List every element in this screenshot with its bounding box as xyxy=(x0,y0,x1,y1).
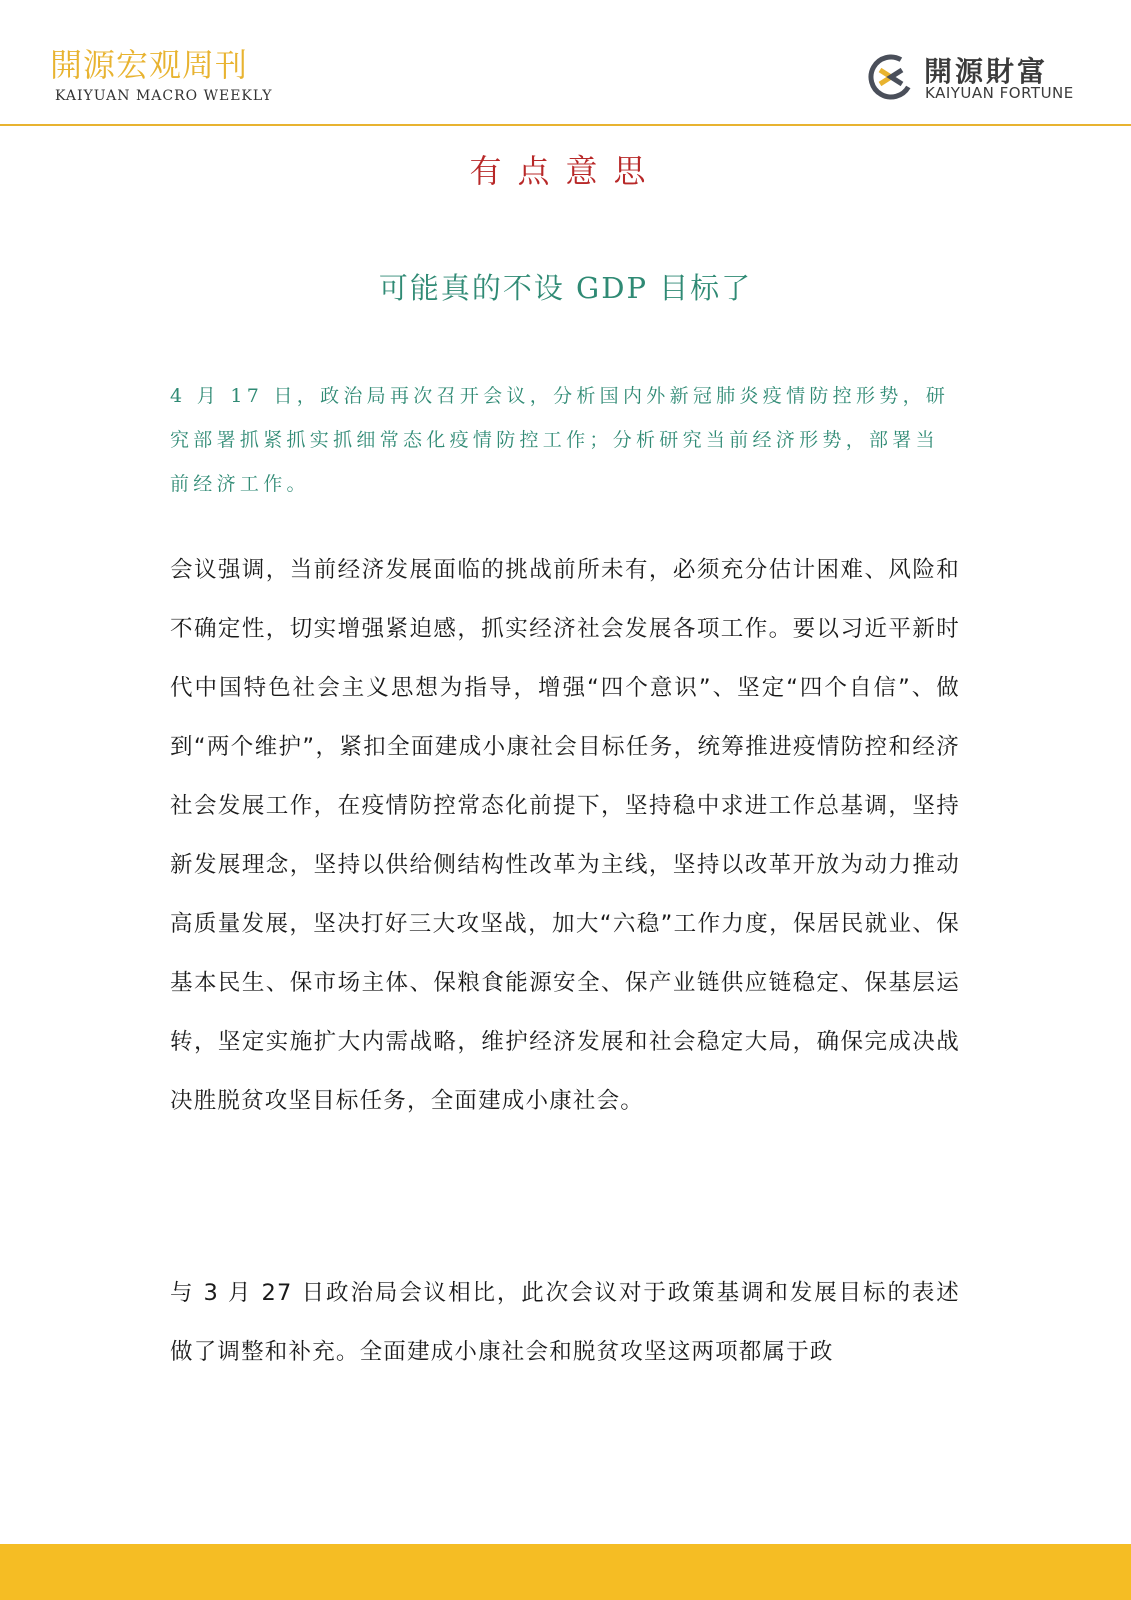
section-title: 有点意思 xyxy=(469,152,662,190)
kaiyuan-logo-icon xyxy=(866,52,916,102)
company-logo xyxy=(866,48,1086,108)
body-paragraph-1: 会议强调，当前经济发展面临的挑战前所未有，必须充分估计困难、风险和不确定性，切实增强紧迫感，抓实经济社会发展各项工作。要以习近平新时代中国特色社会主义思想为指导，增强“四个意识”、坚定“四个自信”、做到“两个维护”，紧扣全面建成小康社会目标任务，统筹推进疫情防控和经济社会发展工作，在疫情防控常态化前提下，坚持稳中求进工作总基调，坚持新发展理念，坚持以供给侧结构性改革为主线，坚持以改革开放为动力推动高质量发展，坚决打好三大攻坚战，加大“六稳”工作力度，保居民就业、保基本民生、保市场主体、保粮食能源安全、保产业链供应链稳定、保基层运转，坚定实施扩大内需战略，维护经济发展和社会稳定大局，确保完成决战决胜脱贫攻坚目标任务，全面建成小康社会。 xyxy=(170,557,960,1114)
article-title: 可能真的不设 GDP 目标了 xyxy=(378,271,753,305)
logo-text-cn: 開源財富 xyxy=(924,55,1049,88)
brand-title-en: KAIYUAN MACRO WEEKLY xyxy=(55,88,273,104)
footer-bar xyxy=(0,1544,1131,1600)
body-paragraph-2: 与 3 月 27 日政治局会议相比，此次会议对于政策基调和发展目标的表述做了调整和补充。全面建成小康社会和脱贫攻坚这两项都属于政 xyxy=(170,1280,960,1365)
brand-title-cn: 開源宏观周刊 xyxy=(50,46,249,84)
logo-text-en: KAIYUAN FORTUNE xyxy=(925,84,1074,102)
article-summary: 4 月 17 日，政治局再次召开会议，分析国内外新冠肺炎疫情防控形势，研究部署抓紧抓实抓细常态化疫情防控工作；分析研究当前经济形势，部署当前经济工作。 xyxy=(170,385,950,495)
header-divider xyxy=(0,124,1131,126)
page-header xyxy=(0,0,1131,126)
